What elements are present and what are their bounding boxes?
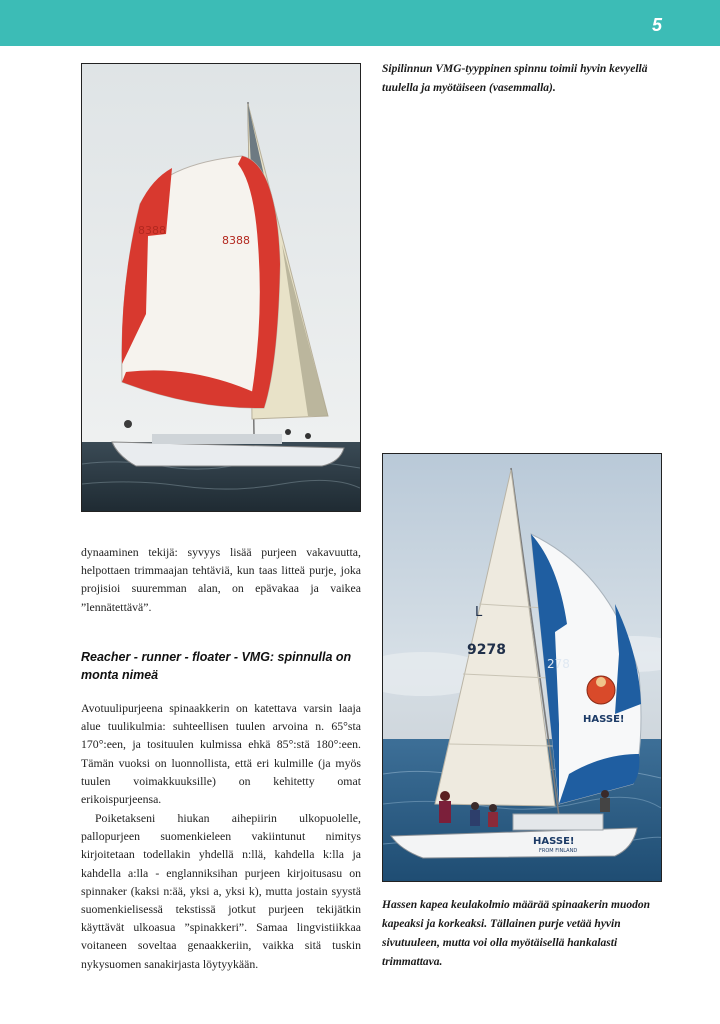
header-band bbox=[0, 0, 720, 46]
sailboat-asymmetric-spinnaker-photo-icon bbox=[383, 454, 661, 881]
svg-text:L: L bbox=[475, 605, 483, 620]
photo-sailboat-red-spinnaker bbox=[81, 63, 361, 512]
paragraph-2: Poiketakseni hiukan aihepiirin ulkopuolelle, pallopurjeen suomenkieleen vakiintunut nimitys kirjoitetaan todellakin yhdellä n:llä, kahdella k:lla ja kahdella a:lla - englanniksihan purjeen kirjoitusasu on spinnaker (kaksi n:ää, yksi a, yksi k), mutta jostain syystä suomenkielisessä tekstissä jotkut purjeen tekijätkin käyttävät ulkoasua ”spinakkeri”. Samaa lingvistiikkaa voitaneen soveltaa genaakkeriin, vaikka sitä tuskin nykysuomen sanakirjasta löytyykään. bbox=[81, 811, 361, 971]
svg-text:HASSE!: HASSE! bbox=[583, 714, 625, 725]
paragraph-intro: dynaaminen tekijä: syvyys lisää purjeen vakavuutta, helpottaen trimmaajan tehtäviä, kun taas litteä purje, joka projisioi suuremman alan, on epävakaa ja vaikea ”lennätettävä”. bbox=[81, 545, 361, 614]
section-heading: Reacher - runner - floater - VMG: spinnulla on monta nimeä bbox=[81, 650, 352, 682]
svg-text:HASSE!: HASSE! bbox=[533, 836, 575, 847]
svg-text:8388: 8388 bbox=[138, 224, 166, 237]
photo-caption-bottom: Hassen kapea keulakolmio määrää spinaakerin muodon kapeaksi ja korkeaksi. Tällainen purje vetää hyvin sivutuuleen, mutta voi olla myötäisellä hankalasti trimmattava. bbox=[382, 899, 651, 968]
svg-text:9278: 9278 bbox=[467, 642, 506, 658]
photo-sailboat-hasse bbox=[382, 453, 662, 882]
sailboat-spinnaker-photo-icon bbox=[82, 64, 360, 511]
paragraph-1: Avotuulipurjeena spinaakkerin on katettava varsin laaja alue tuulikulmia: suhteellisen tuulen arvoina n. 65°sta 170°:een, ja tosituulen kulmissa ehkä 85°:stä 180°:een. Tämän vuoksi on luonnollista, että eri kulmille (ja myös tuulen voimakkuuksille) on kehitetty omat erikoispurjeensa. bbox=[81, 701, 361, 807]
svg-text:8388: 8388 bbox=[222, 234, 250, 247]
page-number: 5 bbox=[651, 15, 662, 35]
svg-text:278: 278 bbox=[547, 657, 570, 671]
svg-text:FROM FINLAND: FROM FINLAND bbox=[539, 848, 578, 854]
photo-caption-top: Sipilinnun VMG-tyyppinen spinnu toimii hyvin kevyellä tuulella ja myötäiseen (vasemmalla). bbox=[382, 63, 648, 94]
